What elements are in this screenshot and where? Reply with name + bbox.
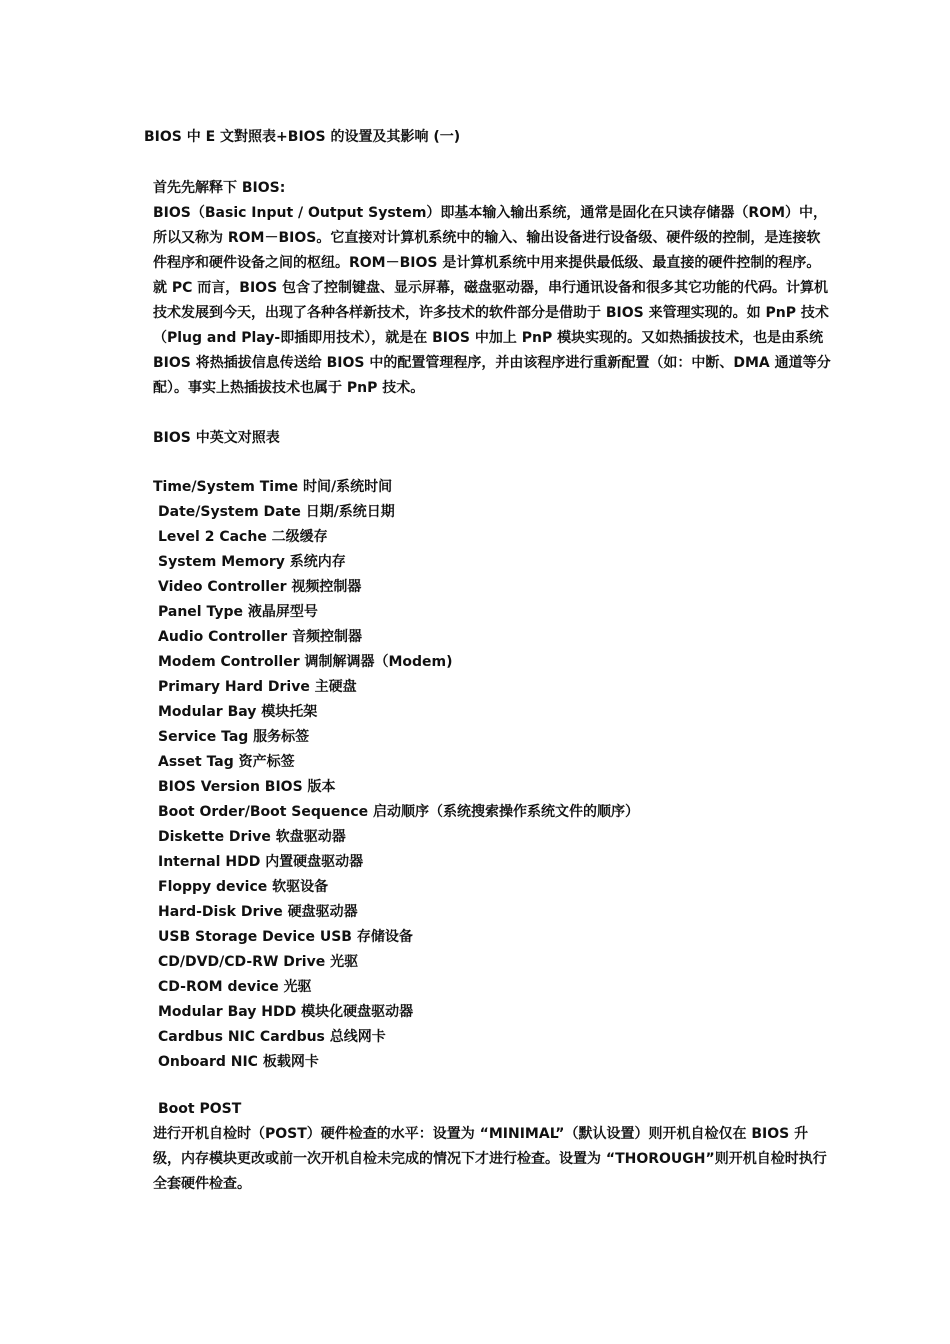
glossary-heading: BIOS 中英文对照表 (153, 430, 280, 446)
glossary-item: Cardbus NIC Cardbus 总线网卡 (158, 1029, 386, 1045)
glossary-item: Modem Controller 调制解调器（Modem) (158, 654, 453, 670)
glossary-item: Boot Order/Boot Sequence 启动顺序（系统搜索操作系统文件的顺序） (158, 804, 639, 820)
glossary-item: Internal HDD 内置硬盘驱动器 (158, 854, 364, 870)
glossary-item: CD-ROM device 光驱 (158, 979, 312, 995)
boot-post-section (153, 1122, 833, 1197)
glossary-item: Onboard NIC 板载网卡 (158, 1054, 319, 1070)
glossary-item: Hard-Disk Drive 硬盘驱动器 (158, 904, 358, 920)
glossary-item: Floppy device 软驱设备 (158, 879, 329, 895)
glossary-item: BIOS Version BIOS 版本 (158, 779, 336, 795)
intro-heading: 首先先解释下 BIOS: (153, 180, 286, 196)
glossary-item: USB Storage Device USB 存储设备 (158, 929, 413, 945)
intro-paragraph: BIOS（Basic Input / Output System）即基本输入输出系统，通常是固化在只读存储器（ROM）中，所以又称为 ROM－BIOS。它直接对计算机系统中的输入、输出设备进行设备级、硬件级的控制，是连接软件程序和硬件设备之间的枢纽。ROM－BIOS 是计算机系统中用来提供最低级、最直接的硬件控制的程序。就 PC 而言，BIOS 包含了控制键盘、显示屏幕，磁盘驱动器，串行通讯设备和很多其它功能的代码。计算机技术发展到今天，出现了各种各样新技术，许多技术的软件部分是借助于 BIOS 来管理实现的。如 PnP 技术（Plug and Play-即插即用技术），就是在 BIOS 中加上 PnP 模块实现的。又如热插拔技术，也是由系统 BIOS 将热插拔信息传送给 BIOS 中的配置管理程序，并由该程序进行重新配置（如：中断、DMA 通道等分配）。事实上热插拔技术也属于 PnP 技术。 (153, 205, 831, 396)
glossary-item: Diskette Drive 软盘驱动器 (158, 829, 346, 845)
boot-post-heading: Boot POST (158, 1101, 242, 1117)
glossary-list (153, 475, 833, 1075)
glossary-item: Modular Bay 模块托架 (158, 704, 318, 720)
glossary-item: Service Tag 服务标签 (158, 729, 310, 745)
glossary-item: Audio Controller 音频控制器 (158, 629, 363, 645)
glossary-item: System Memory 系统内存 (158, 554, 346, 570)
glossary-item: Time/System Time 时间/系统时间 (153, 479, 393, 495)
glossary-item: Video Controller 视频控制器 (158, 579, 362, 595)
glossary-item: Level 2 Cache 二级缓存 (158, 529, 328, 545)
boot-post-description: 进行开机自检时（POST）硬件检查的水平：设置为 “MINIMAL”（默认设置）则开机自检仅在 BIOS 升级，内存模块更改或前一次开机自检未完成的情况下才进行检查。设置为 “THOROUGH”则开机自检时执行全套硬件检查。 (153, 1126, 827, 1192)
glossary-item: Modular Bay HDD 模块化硬盘驱动器 (158, 1004, 414, 1020)
glossary-item: Panel Type 液晶屏型号 (158, 604, 318, 620)
glossary-item: Primary Hard Drive 主硬盘 (158, 679, 357, 695)
glossary-item: Date/System Date 日期/系统日期 (158, 504, 395, 520)
intro-section (153, 201, 833, 401)
glossary-item: Asset Tag 资产标签 (158, 754, 295, 770)
glossary-item: CD/DVD/CD-RW Drive 光驱 (158, 954, 359, 970)
document-title: BIOS 中 E 文對照表+BIOS 的设置及其影响 (一) (144, 129, 461, 145)
